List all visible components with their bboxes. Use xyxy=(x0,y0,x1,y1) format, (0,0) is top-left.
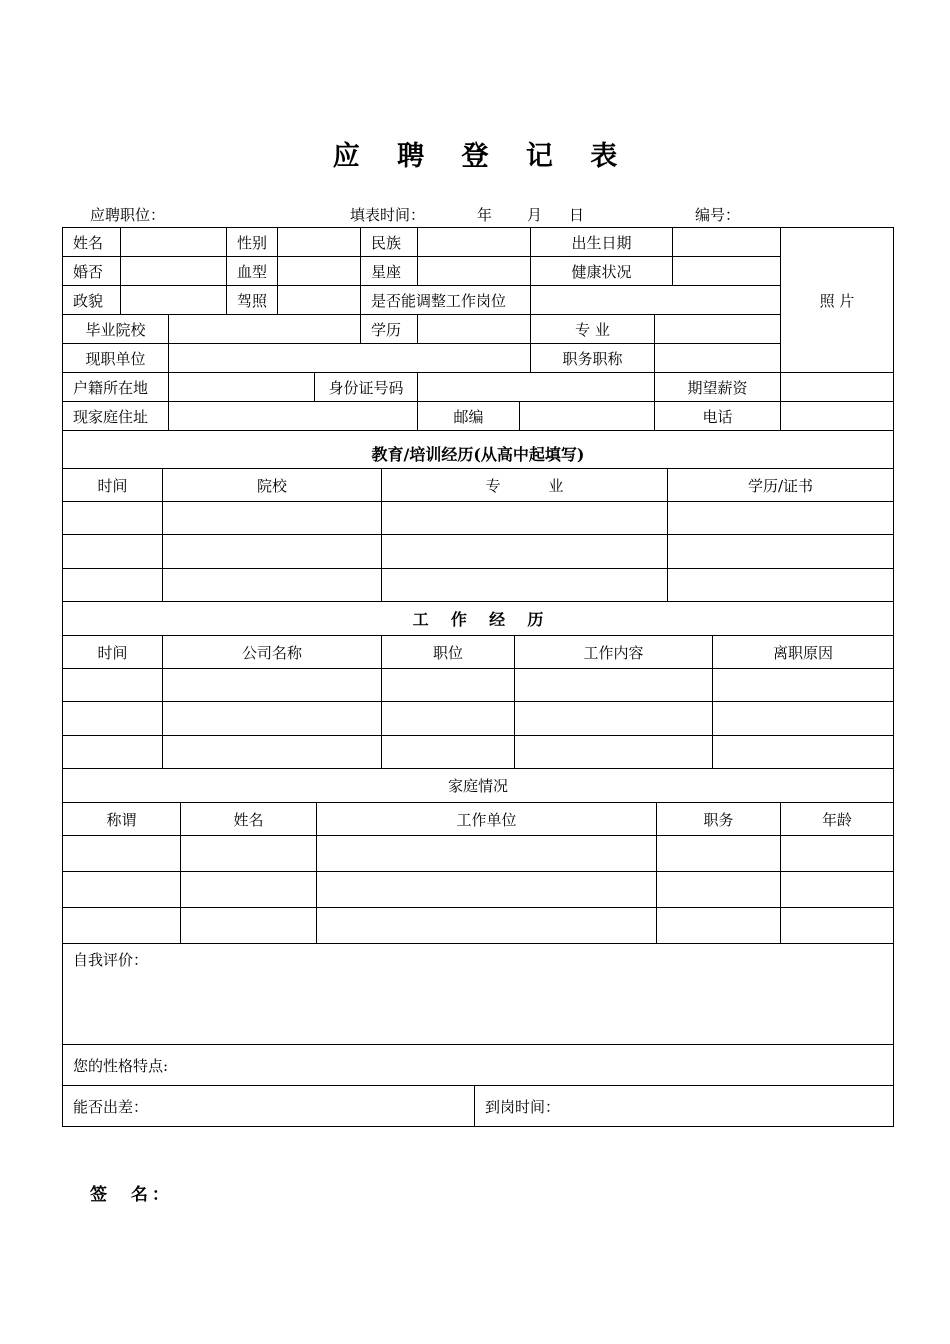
health-label: 健康状况 xyxy=(531,257,673,286)
table-cell[interactable] xyxy=(382,569,668,602)
table-cell[interactable] xyxy=(713,702,893,736)
table-row[interactable] xyxy=(63,569,163,602)
registration-form xyxy=(62,227,894,1127)
table-cell[interactable] xyxy=(781,908,893,944)
table-cell[interactable] xyxy=(657,836,781,872)
family-col-employer: 工作单位 xyxy=(317,803,657,836)
home-address-field[interactable] xyxy=(169,402,418,431)
table-cell[interactable] xyxy=(657,872,781,908)
gender-field[interactable] xyxy=(278,228,361,257)
id-number-label: 身份证号码 xyxy=(315,373,418,402)
edu-col-time: 时间 xyxy=(63,469,163,502)
name-label: 姓名 xyxy=(63,228,121,257)
household-field[interactable] xyxy=(169,373,315,402)
table-cell[interactable] xyxy=(668,502,893,535)
table-cell[interactable] xyxy=(515,736,713,769)
form-header-line xyxy=(90,204,165,225)
family-section-title: 家庭情况 xyxy=(63,769,893,803)
household-label: 户籍所在地 xyxy=(63,373,169,402)
table-cell[interactable] xyxy=(163,502,382,535)
id-number-field[interactable] xyxy=(418,373,655,402)
table-row[interactable] xyxy=(63,736,163,769)
month-label: 月 xyxy=(527,206,543,224)
gender-label: 性别 xyxy=(227,228,278,257)
major-field[interactable] xyxy=(655,315,781,344)
table-cell[interactable] xyxy=(382,736,515,769)
blood-type-label: 血型 xyxy=(227,257,278,286)
table-row[interactable] xyxy=(63,872,181,908)
education-section-title: 教育/培训经历(从高中起填写) xyxy=(63,431,893,469)
position-label: 应聘职位： xyxy=(90,206,166,224)
fill-time xyxy=(350,204,425,225)
family-col-name: 姓名 xyxy=(181,803,317,836)
table-cell[interactable] xyxy=(163,702,382,736)
edu-col-degree: 学历/证书 xyxy=(668,469,893,502)
ethnicity-label: 民族 xyxy=(361,228,418,257)
work-col-company: 公司名称 xyxy=(163,636,382,669)
edu-col-school: 院校 xyxy=(163,469,382,502)
expected-salary-field[interactable] xyxy=(781,373,893,402)
political-field[interactable] xyxy=(121,286,227,315)
ethnicity-field[interactable] xyxy=(418,228,531,257)
work-col-position: 职位 xyxy=(382,636,515,669)
adjust-position-label: 是否能调整工作岗位 xyxy=(361,286,531,315)
table-cell[interactable] xyxy=(181,908,317,944)
graduate-school-label: 毕业院校 xyxy=(63,315,169,344)
table-cell[interactable] xyxy=(163,569,382,602)
license-label: 驾照 xyxy=(227,286,278,315)
job-title-label: 职务职称 xyxy=(531,344,655,373)
table-cell[interactable] xyxy=(163,535,382,569)
edu-col-major: 专 业 xyxy=(382,469,668,502)
blood-type-field[interactable] xyxy=(278,257,361,286)
year-label: 年 xyxy=(477,206,493,224)
current-employer-label: 现职单位 xyxy=(63,344,169,373)
photo-box[interactable]: 照 片 xyxy=(781,228,893,373)
phone-field[interactable] xyxy=(781,402,893,431)
table-cell[interactable] xyxy=(317,908,657,944)
table-cell[interactable] xyxy=(317,872,657,908)
table-row[interactable] xyxy=(63,702,163,736)
table-row[interactable] xyxy=(63,669,163,702)
birth-date-label: 出生日期 xyxy=(531,228,673,257)
license-field[interactable] xyxy=(278,286,361,315)
table-cell[interactable] xyxy=(382,502,668,535)
signature-label: 签 名： xyxy=(90,1185,173,1205)
business-travel-field[interactable]: 能否出差： xyxy=(63,1086,475,1126)
marital-field[interactable] xyxy=(121,257,227,286)
birth-date-field[interactable] xyxy=(673,228,781,257)
number-label: 编号： xyxy=(695,206,741,224)
postcode-field[interactable] xyxy=(520,402,655,431)
postcode-label: 邮编 xyxy=(418,402,520,431)
start-date-field[interactable]: 到岗时间： xyxy=(485,1097,561,1116)
work-col-content: 工作内容 xyxy=(515,636,713,669)
fill-time-label: 填表时间： xyxy=(350,206,426,224)
constellation-field[interactable] xyxy=(418,257,531,286)
major-label: 专 业 xyxy=(531,315,655,344)
table-cell[interactable] xyxy=(781,872,893,908)
table-row[interactable] xyxy=(63,535,163,569)
table-cell[interactable] xyxy=(317,836,657,872)
table-cell[interactable] xyxy=(668,535,893,569)
table-row[interactable] xyxy=(63,502,163,535)
name-field[interactable] xyxy=(121,228,227,257)
table-cell[interactable] xyxy=(713,669,893,702)
table-cell[interactable] xyxy=(781,836,893,872)
table-cell[interactable] xyxy=(163,669,382,702)
table-cell[interactable] xyxy=(382,702,515,736)
home-address-label: 现家庭住址 xyxy=(63,402,169,431)
political-label: 政貌 xyxy=(63,286,121,315)
table-cell[interactable] xyxy=(657,908,781,944)
table-row[interactable] xyxy=(63,908,181,944)
education-label: 学历 xyxy=(361,315,418,344)
table-cell[interactable] xyxy=(181,872,317,908)
personality-field[interactable]: 您的性格特点: xyxy=(63,1045,893,1086)
table-row[interactable] xyxy=(63,836,181,872)
page-title: 应 聘 登 记 表 xyxy=(332,141,632,172)
table-cell[interactable] xyxy=(713,736,893,769)
marital-label: 婚否 xyxy=(63,257,121,286)
table-cell[interactable] xyxy=(668,569,893,602)
self-evaluation-field[interactable]: 自我评价： xyxy=(63,944,893,1045)
phone-label: 电话 xyxy=(655,402,781,431)
job-title-field[interactable] xyxy=(655,344,781,373)
table-cell[interactable] xyxy=(181,836,317,872)
day-label: 日 xyxy=(569,206,585,224)
table-cell[interactable] xyxy=(515,702,713,736)
adjust-position-field[interactable] xyxy=(531,286,781,315)
current-employer-field[interactable] xyxy=(169,344,531,373)
education-field[interactable] xyxy=(418,315,531,344)
table-cell[interactable] xyxy=(163,736,382,769)
work-col-time: 时间 xyxy=(63,636,163,669)
family-col-relation: 称谓 xyxy=(63,803,181,836)
health-field[interactable] xyxy=(673,257,781,286)
work-section-title: 工 作 经 历 xyxy=(63,602,893,636)
family-col-age: 年龄 xyxy=(781,803,893,836)
graduate-school-field[interactable] xyxy=(169,315,361,344)
work-col-reason: 离职原因 xyxy=(713,636,893,669)
table-cell[interactable] xyxy=(515,669,713,702)
family-col-position: 职务 xyxy=(657,803,781,836)
table-cell[interactable] xyxy=(382,535,668,569)
constellation-label: 星座 xyxy=(361,257,418,286)
table-cell[interactable] xyxy=(382,669,515,702)
expected-salary-label: 期望薪资 xyxy=(655,373,781,402)
